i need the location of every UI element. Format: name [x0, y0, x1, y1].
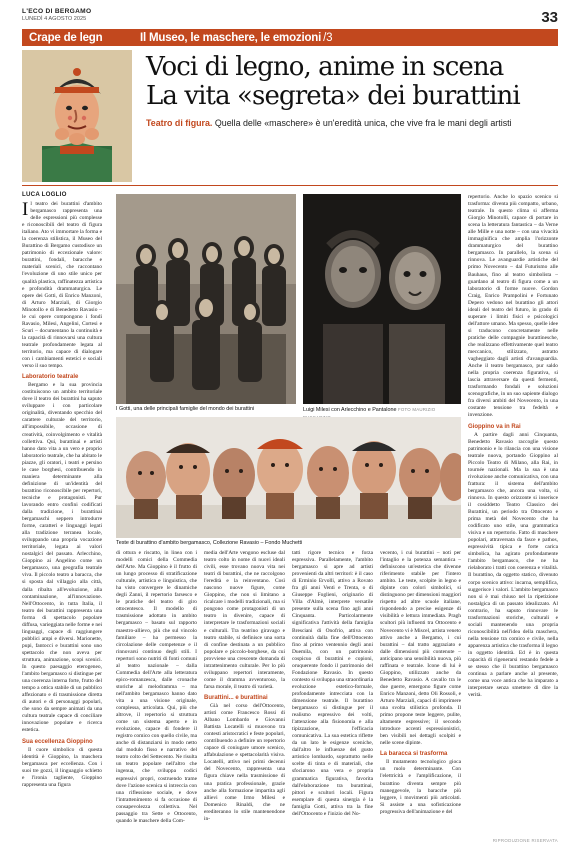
series-title	[132, 32, 332, 44]
article-column-6	[468, 194, 558, 832]
issue-date: LUNEDÌ 4 AGOSTO 2025	[22, 15, 87, 22]
deck	[146, 117, 566, 129]
article-column-5	[380, 550, 461, 840]
series-number: /3	[323, 31, 333, 44]
deck-text: Quella delle «maschere» è un'eredità unica, che vive fra le mani degli artisti	[212, 118, 512, 128]
subheading: Laboratorio teatrale	[22, 374, 79, 381]
paragraph: Già nel corso dell'Ottocento, artisti come Francesco Rossi di Albano Lombardo e Giovanni Battista Locatelli si muovono tra contesti aristocratici e feste popolari, contribuendo a definire un repertorio capace di coniugare umore scenico, affabulazione e spettacolarità visiva. Locatelli, attivo nei primi decenni del Novecento, rappresenta una figura chiave nella trasmissione di una pratica professionale, grazie anche alla formazione impartita agli allievi come Irmo Milesi e Domenico Rinaldi, che ne erediteranno lo stile mantenendone in-	[204, 702, 285, 822]
caption-text: Luigi Milesi con Arlecchino e Pantalone	[303, 407, 397, 413]
headline-line-2: La vita «segreta» dei burattini	[146, 81, 520, 111]
photo-caption-heads: Teste di burattino d'ambito bergamasco, Collezione Ravasio – Fondo Muchetti	[116, 540, 303, 546]
subheading: Burattini... e burattinai	[204, 694, 268, 701]
paragraph: Il cuore simbolico di questa identità è Gioppino, la maschera bergamasca per eccellenza. Con i suoi tre gozzi, il linguaggio schietto e l'ironia tagliente, Gioppino rappresenta una figura	[22, 746, 102, 788]
headline-line-1: Voci di legno, anime in scena	[146, 52, 504, 82]
photo-caption-gotti: I Gotti, una delle principali famiglie del mondo dei burattini	[116, 406, 255, 412]
article-column-4	[292, 550, 373, 840]
paragraph: A partire dagli anni Cinquanta, Benedetto Ravasio raccoglie questo patrimonio e lo rilancia con una visione teatrale nuova, portando Gioppino al Piccolo Teatro di Milano, alla Rai, in tournée nazionali. Ma la sua è una rivoluzione anche comunicativa, con una frattura: il sistema dell'ambito bergamasco che, ancora una volta, si rinnova. In questo orizzonte si inserisce il cosiddetto Teatro Classico dei Burattini, un periodo tra Ottocento e prima metà del Novecento che ha codificato uno stile, una grammatica visiva e un repertorio. Fatto di maschere popolari, attraversata da fasce e pathos, espressività tipica e forte carica simbolica, ha agirato profondamente l'ambito bergamasco, che ne ha rielaborato i tratti con coerenza e vitalità. Il burattino, da oggetto statico, divenuto corpo scenico attivo: incarna, semplifica, suggerisce i valori. L'ambito bergamasco non si è mai chiuso nel la ripetizione nostalgica di un passato idealizzato. Al contrario, ha saputo rinnovare le trasformazioni storiche, culturali e sociali mantenendo una propria riconoscibilità nell'idea della maschera, nella tensione tra comico e civile, nella apparenza artistica che trasforma il legno in oggetto identità. Ed è in questa capacità di rigenerarsi restando fedele a se stesso che il burattino bergamasco continua a parlare anche al presente, come una voce antica che ha imparato a interpretare senza smettere di dire la verità.	[468, 431, 558, 699]
paragraph: repertorio. Anche lo spazio scenico si trasforma: diventa più compatto, urbano, teatrale. In questo clima si afferma Giorgio Minotolli, capace di portare in scena la letteratura fantastica – da Verne alle Mille e una notte – con una vivacità immaginifica che amplia l'orizzonte drammaturgico del burattino bergamasco. In parallelo, la scena si rinnova. Le avanguardie artistiche del primo Novecento – dal Futurismo alle Bauhaus, fino al teatro simbolista – guardano al teatro di figura come a un laboratorio di forme nuove. Gordon Craig, Enrico Prampolini e Fortunato Depero vedono nel burattino gli attori ideali del teatro del futuro, in grado di superare i limiti fisici e psicologici dell'attore umano. Ma spesso, quelle idee si traducono concretamente nelle pratiche delle compagnie burattinesche, che realizzano effettivamente quel teatro meccanico, stilizzato, astratto vagheggiato dagli artisti d'avanguardia. Anche il teatro bergamasco, pur saldo nella propria coerenza figurativa, si lascia attraversare da questi fermenti, trasformando fondali e soluzioni scenografiche, in un suo sapiente dialogo fra diversi ambiti del Novecento, in una costante tensione tra fedeltà e invenzione.	[468, 194, 558, 419]
subheading: Sua eccellenza Gioppino	[22, 738, 93, 745]
photo-gotti-family	[116, 194, 296, 404]
article-column-2	[116, 550, 197, 840]
subheading: La baracca si trasforma	[380, 751, 448, 758]
deck-lead: Teatro di figura.	[146, 118, 213, 128]
gioppino-puppet-image	[22, 50, 132, 182]
photo-credit: FOTO MAURIZIO	[398, 407, 436, 412]
paragraph: tatti rigore tecnico e forza espressiva. Parallelamente, l'ambito bergamasco si apre ad artisti provenienti da altri territori: è il caso di Erminio Ervolli, attivo a Rovato fra gli anni Venti e Trenta, o di Giuseppe Foglieni, originario di Villa d'Almè, interprete versatile presente sulla scena fino agli anni Cinquanta. Particolarmente significativa l'attività della famiglia Bresciani di Onofrio, attiva con continuità dalla fine dell'Ottocento fino al primo ventennio degli anni Duemila, con un patrimonio cospicuo di burattini e copioni, oruquerente fondo il patrimonio del Fondazione Ravasio. In questo contesto si sviluppa una straordinaria evoluzione estetico-formale, profondamente intrecciata con la dimensione teatrale. Il burattino bergamasco si distingue per il realismo espressivo dei volti, l'attenzione alla fisionomia e alla tipizzazione, l'efficacia comunicativa. La sua estetica riflette da un lato le esigenze sceniche, dall'altro le influenze del gusto artistico lombardo, soprattutto nelle scelte di tinta e di materiali, che sfociarono una vera e propria grammatica figurativa, favorita dall'elaborazione tra burattinai, pittori e scultori locali. Figura esemplare di questa sinergia è la famiglia Gotti, attiva tra la fine dell'Ottocento e l'inizio del No-	[292, 550, 373, 817]
drop-cap: I	[22, 201, 29, 220]
publication-name: L'ECO DI BERGAMO	[22, 8, 92, 15]
article-column-1	[22, 201, 102, 841]
photo-puppet-heads	[116, 417, 461, 538]
subheading: Gioppino va in Rai	[468, 423, 521, 430]
byline: LUCA LOGLIO	[22, 191, 67, 198]
footer-credit: RIPRODUZIONE RISERVATA	[492, 838, 558, 843]
paragraph: Il mutamento tecnologico gioca un ruolo determinante. Con l'elettricità e l'amplificazione, il burattino diventa sempre più maneggevole, la baracche più leggere, i movimenti più articolati. Si assiste a una sofisticazione progressiva dell'animazione e del	[380, 759, 461, 815]
page-number: 33	[541, 9, 558, 26]
paragraph	[22, 201, 102, 370]
puppet-heads-photo	[116, 417, 461, 538]
series-title-text: Il Museo, le maschere, le emozioni	[140, 31, 322, 44]
paragraph: media dell'Arte vengono escluse dal teatro colto in nome di nuovi ideali civili, esse trovano nuova vita nei teatri di burattini, che ne raccolgono l'eredità e la reinventano. Così nascono nuove figure, come Gioppino, che non si limitano a ricalcare i modelli tradizionali, ma si pongono come protagonisti di un teatro in divenire, capace di interpretare le trasformazioni sociali e culturali. Tra teatrino giravago e teatro stabile, si definisce una sorta di confine destinata a un pubblico popolare e piccolo-borghese, da cui provviene una crescente domanda di intrattenimento culturale. Per lo più sviluppano repertori interamente, come il dramma avventuroso, la farsa morale, il teatro di varietà.	[204, 550, 285, 690]
gotti-family-photo	[116, 194, 296, 404]
photo-luigi-milesi	[303, 194, 461, 404]
headline	[146, 53, 566, 111]
section-label: Crape de legn	[29, 31, 103, 44]
paragraph: Bergamo e la sua provincia costituiscono un ambito territoriale dove il teatro dei burattini ha saputo sviluppare i con particolare originalità, diventando specchio del carattere culturale del territorio, all'impossibile, occasione di creatività, coinvolgimento e vitalità collettiva. Qui, burattinai e artisti hanno dato vita a un vero e proprio laboratorio teatrale, che ha abitato le piazze, gli oratori, i teatri e persino le case borghesi, contribuendo in maniera determinante alla definizione di un'identità del burattino riconoscibile per repertori, tecniche e protagonisti. Pur lavorando entro confini codificati dalla tradizione, i burattinai bergamaschi seppero introdurre forme, caratteri e linguaggi legati alla tradizione terranea locale, sviluppando una propria vocazione territoriale, legata ai valori nostalgici del passato. Arlecchino, Gioppino ai Angelino come un bergamasco, una geografia teatrale viva. Il piccolo teatro a baracca, che si sposta dal villaggio alla città, dalla ribalta all'evoluzione, alla contaminazione, all'innovazione. Nell'Ottocento, in tutta Italia, il teatro dei burattini rappresenta una forma di spettacolo popolare diffusa, varieggiata nelle forme e nei linguaggi, capace di raggiungere pubblici ampi e diversi. Marionette, pupi, fantocci e burattini sono uno spettacolo che non aveva per struttura, animazione, scopi scenici. In questo paesaggio eterogeneo, l'ambito bergamasco si distingue per una coerenza interna forte, frutto del tempo a ottica stabile di un pubblico affezionato e di trasmissione diretta di autori e di personaggi popolari, che sono da sempre animati da una cultura teatrale capace di conciliare innovazione popolare e ricerca estetica.	[22, 382, 102, 734]
gioppino-puppet-illustration	[22, 50, 132, 182]
masthead	[22, 8, 91, 22]
paragraph: di ottura e riscatto, in linea con i modelli comici della Commedia dell'Arte. Ma Gioppino è il frutto di un lungo processo di stratificazione culturale, artistica e linguistica, che ha visto convergere le dinamiche degli Zanni, il repertorio farsesco e le pratiche del teatro di giro ottocentesco. Il modello di trasmissione adottato in ambito bergamasco – basato sul rapporto maestro-allievo, più che sul vincolo familiare – ha permesso la circolazione delle competenze e il rinnovarsi continuo degli stili. I repertori sono nutriti di fonti comuni al teatro nazionale – dalla Commedia dell'Arte alla letteratura epico-romanzesca, dalle cronache storiche al melodramma – ma nell'ambito bergamasco hanno dato vita a una visione originale, complessa, articolata. Qui, più che altrove, il repertorio si struttura come un sistema aperto e in evoluzione, capace di fondere il registro comico con quello civile, ma anche di distanziarsi in modo netto dal modulo fisso e narrativo del teatro colto del Settecento. Ne risulta un teatro popolare nell'altro che ingenua, che sviluppa codici espressivi propri, costruendo trame dove l'azione scenica si intreccia con una riflessione sociale, e dove l'intrattenimento si fa occasione di consapevolezza collettiva. Nel passaggio tra Sette e Ottocento, quando le maschere della Com-	[116, 550, 197, 824]
header-divider	[22, 185, 558, 186]
article-column-3	[204, 550, 285, 840]
paragraph: vecento, i cui burattini – noti per l'intaglio e la potenza semantica – definiscono un'estetica che divenne riferimento stabile per l'intero ambito. Le teste, scolpite in legno e dipinte con colori simbolici, si distinguono per dimensioni maggiori rispetto ad altre scuole italiane, rispondendo a precise esigenze di visibilità e lettura immediata. Pragh scultori più influenti tra Ottocento e Novecento vi è Miscel, artista veneto attivo anche a Bergamo, i cui burattini – dal tratto aggraziato e dalle dimensioni più contenute – anticipano una sensibilità nuova, più raffinata e teatrale. Icone di lui è Gioppino, utilizzato anche da Benedetto Ravasio. A cavallo tra le due guerre, emergono figure come Enrico Manzoni, detto Oli Rossoli, e Arturo Marziali, capaci di imprimere una svolta stilistica profonda. Il primo propone teste leggere, pulite, altamente espressive; il secondo introduce accenti espressionistici, ben visibili nei dettagli scolpiti e nelle scene dipinte.	[380, 550, 461, 747]
rubric-bar	[22, 29, 558, 46]
paragraph-text: l teatro dei burattini d'ambito bergamasco rappresenta una delle espressioni più complesse e riconoscibili del teatro di figura italiano. Ato vi immortare la forma e la coerenza stilistica, il Museo del Burattino di Bergamo custodisce un patrimonio di eccezionale valore: burattini, fondali, baracche e materiali scenici, che raccontano l'evoluzione di uno stile unico per qualità plastica, raffinatezza artistica e profondità drammaturgica. Le opere dei Gotti, di Enrico Manzoni, di Arturo Marziali, di Giorgio Minotollo e di Benedetto Ravasio – le cui opere compongono i fondi Ravasio, Milesi, Angelini, Cortesi e Scuri – documentano la continuità e la capacità di rinnovarsi una cultura teatrale profondamente legata al territorio, ma capace di dialogare con i cambiamenti estetici e sociali verso il suo tempo.	[22, 201, 102, 370]
milesi-puppets-photo	[303, 194, 461, 404]
